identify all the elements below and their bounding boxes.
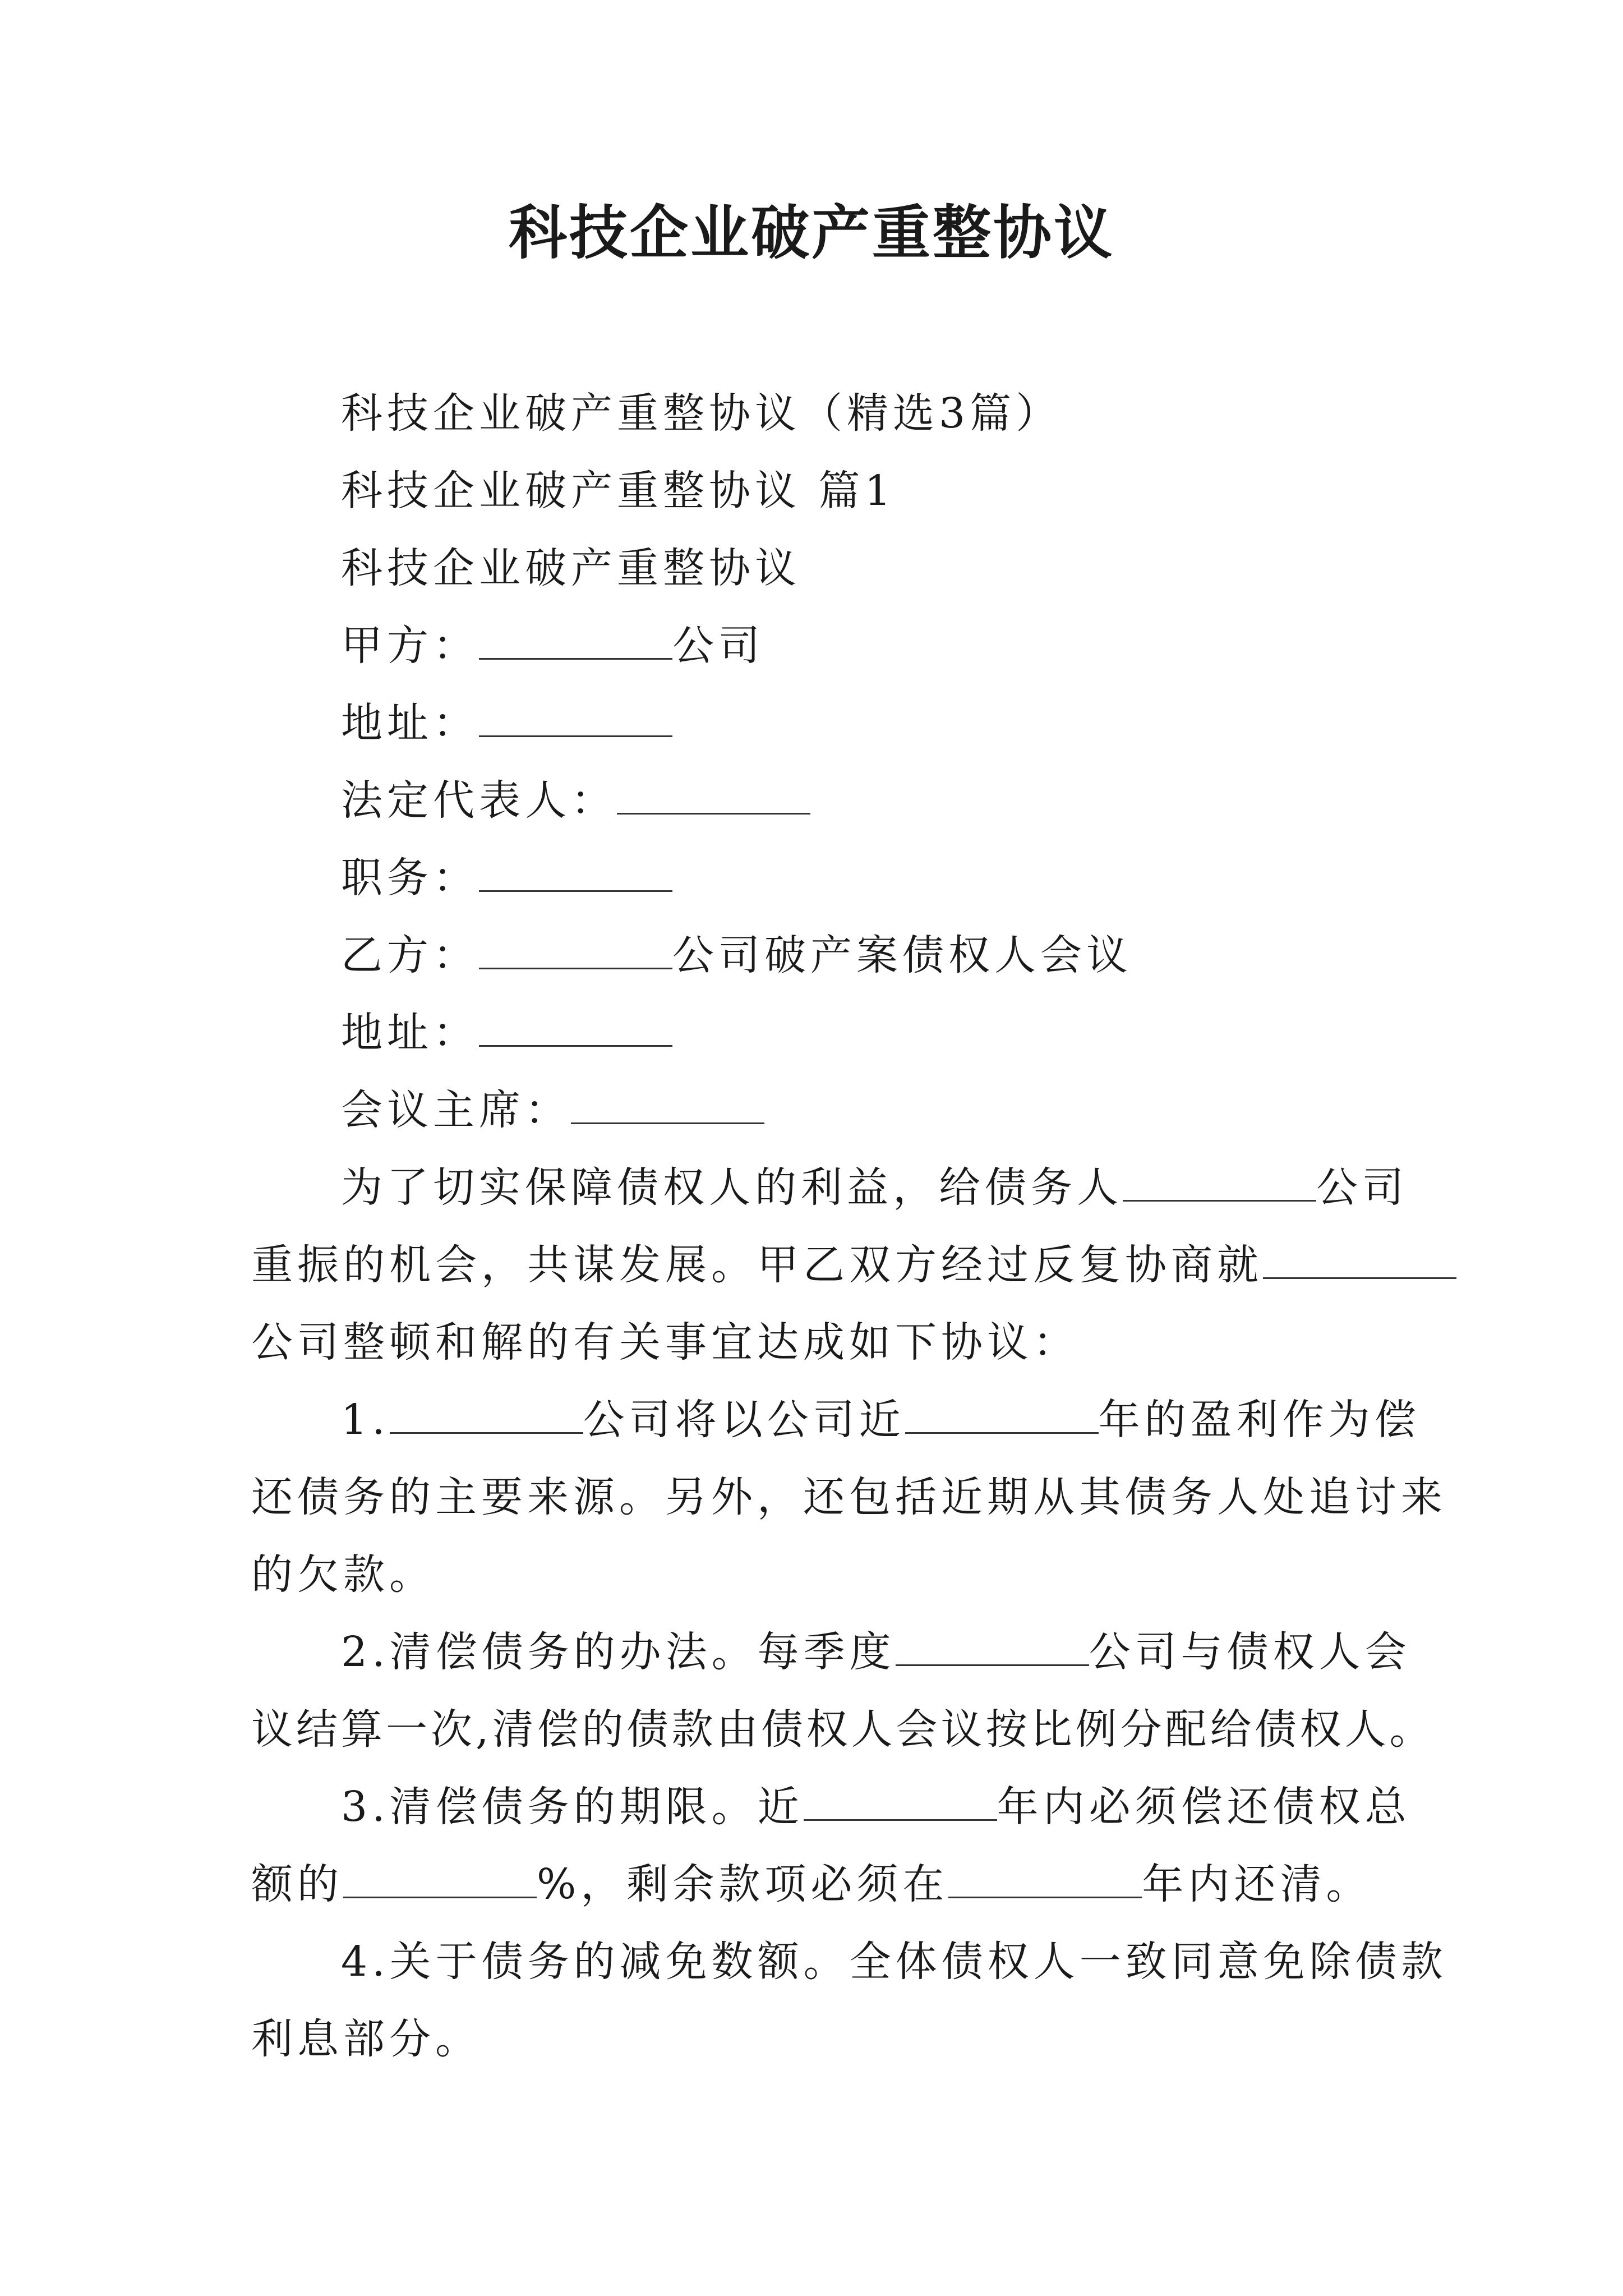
party-b-line	[251, 917, 1390, 994]
legal-rep-line	[251, 762, 1390, 839]
clause-3-blank-years	[804, 1784, 997, 1821]
clause-1-text-b: 公司将以公司近	[583, 1396, 905, 1444]
clause-1-line-3: 的欠款。	[251, 1550, 435, 1599]
legal-rep-label: 法定代表人：	[341, 776, 617, 825]
address2-blank	[479, 1010, 672, 1047]
document-subtitle: 科技企业破产重整协议（精选3篇）	[341, 389, 1062, 438]
intro-line-3: 公司整顿和解的有关事宜达成如下协议：	[251, 1318, 1079, 1366]
address-line	[251, 684, 1390, 762]
clause-1-text-c: 年的盈利作为偿	[1098, 1396, 1421, 1444]
clause-3-line-1	[251, 1768, 1411, 1846]
agreement-name: 科技企业破产重整协议	[341, 544, 801, 592]
chair-label: 会议主席：	[341, 1086, 571, 1134]
clause-2-text-a: 2.清偿债务的办法。每季度	[341, 1628, 896, 1676]
party-a-label: 甲方：	[341, 622, 479, 670]
party-a-blank	[479, 623, 672, 660]
address-label: 地址：	[341, 699, 479, 747]
clause-3	[251, 1768, 1411, 1923]
intro-text-2a: 重振的机会，共谋发展。甲乙双方经过反复协商就	[251, 1241, 1263, 1289]
clause-1-blank-years	[905, 1397, 1099, 1434]
clause-3-text-c: 额的	[251, 1860, 343, 1908]
intro-text-1a: 为了切实保障债权人的利益，给债务人	[341, 1163, 1123, 1212]
clause-4-line-2: 利息部分。	[251, 2015, 481, 2063]
position-blank	[479, 855, 672, 892]
clause-3-line-2	[251, 1846, 1390, 1923]
intro-line-2	[251, 1226, 1390, 1304]
intro-paragraph	[251, 1149, 1408, 1381]
legal-rep-blank	[617, 778, 810, 815]
party-a-line	[251, 607, 1390, 684]
party-b-suffix: 公司破产案债权人会议	[672, 931, 1132, 979]
party-a-suffix: 公司	[672, 622, 764, 670]
document-title: 科技企业破产重整协议	[508, 198, 1114, 267]
address2-label: 地址：	[341, 1009, 479, 1057]
address-blank	[479, 701, 672, 737]
clause-1-line-2: 还债务的主要来源。另外，还包括近期从其债务人处追讨来	[251, 1473, 1447, 1521]
clause-3-text-b: 年内必须偿还债权总	[997, 1783, 1411, 1831]
clause-1-text-a: 1.	[341, 1396, 390, 1444]
section-heading: 科技企业破产重整协议 篇1	[341, 467, 896, 515]
party-b-blank	[479, 933, 672, 969]
clause-2-line-1	[251, 1613, 1411, 1691]
clause-1-blank-company	[390, 1397, 583, 1434]
clause-1-line-1	[251, 1381, 1421, 1458]
clause-2-text-b: 公司与债权人会	[1089, 1628, 1411, 1676]
clause-3-blank-percent	[343, 1862, 537, 1898]
clause-2	[251, 1613, 1435, 1768]
clause-4-line-1: 4.关于债务的减免数额。全体债权人一致同意免除债款	[341, 1938, 1447, 1986]
document-body	[251, 375, 1447, 2078]
intro-line-1	[251, 1149, 1408, 1226]
clause-3-text-d: %，剩余款项必须在	[537, 1860, 949, 1908]
clause-3-text-e: 年内还清。	[1142, 1860, 1372, 1908]
company-blank	[1263, 1243, 1456, 1279]
position-label: 职务：	[341, 854, 479, 902]
address2-line	[251, 994, 1390, 1071]
clause-2-blank	[896, 1630, 1089, 1666]
debtor-blank	[1123, 1165, 1316, 1202]
party-b-label: 乙方：	[341, 931, 479, 979]
clause-3-text-a: 3.清偿债务的期限。近	[341, 1783, 804, 1831]
intro-text-1b: 公司	[1316, 1163, 1408, 1212]
clause-2-line-2: 议结算一次,清偿的债款由债权人会议按比例分配给债权人。	[251, 1705, 1435, 1754]
clause-1	[251, 1381, 1447, 1613]
clause-3-blank-remaining-years	[948, 1862, 1142, 1898]
clause-4	[251, 1923, 1447, 2078]
chair-line	[251, 1071, 1390, 1149]
position-line	[251, 839, 1390, 917]
chair-blank	[571, 1088, 764, 1124]
